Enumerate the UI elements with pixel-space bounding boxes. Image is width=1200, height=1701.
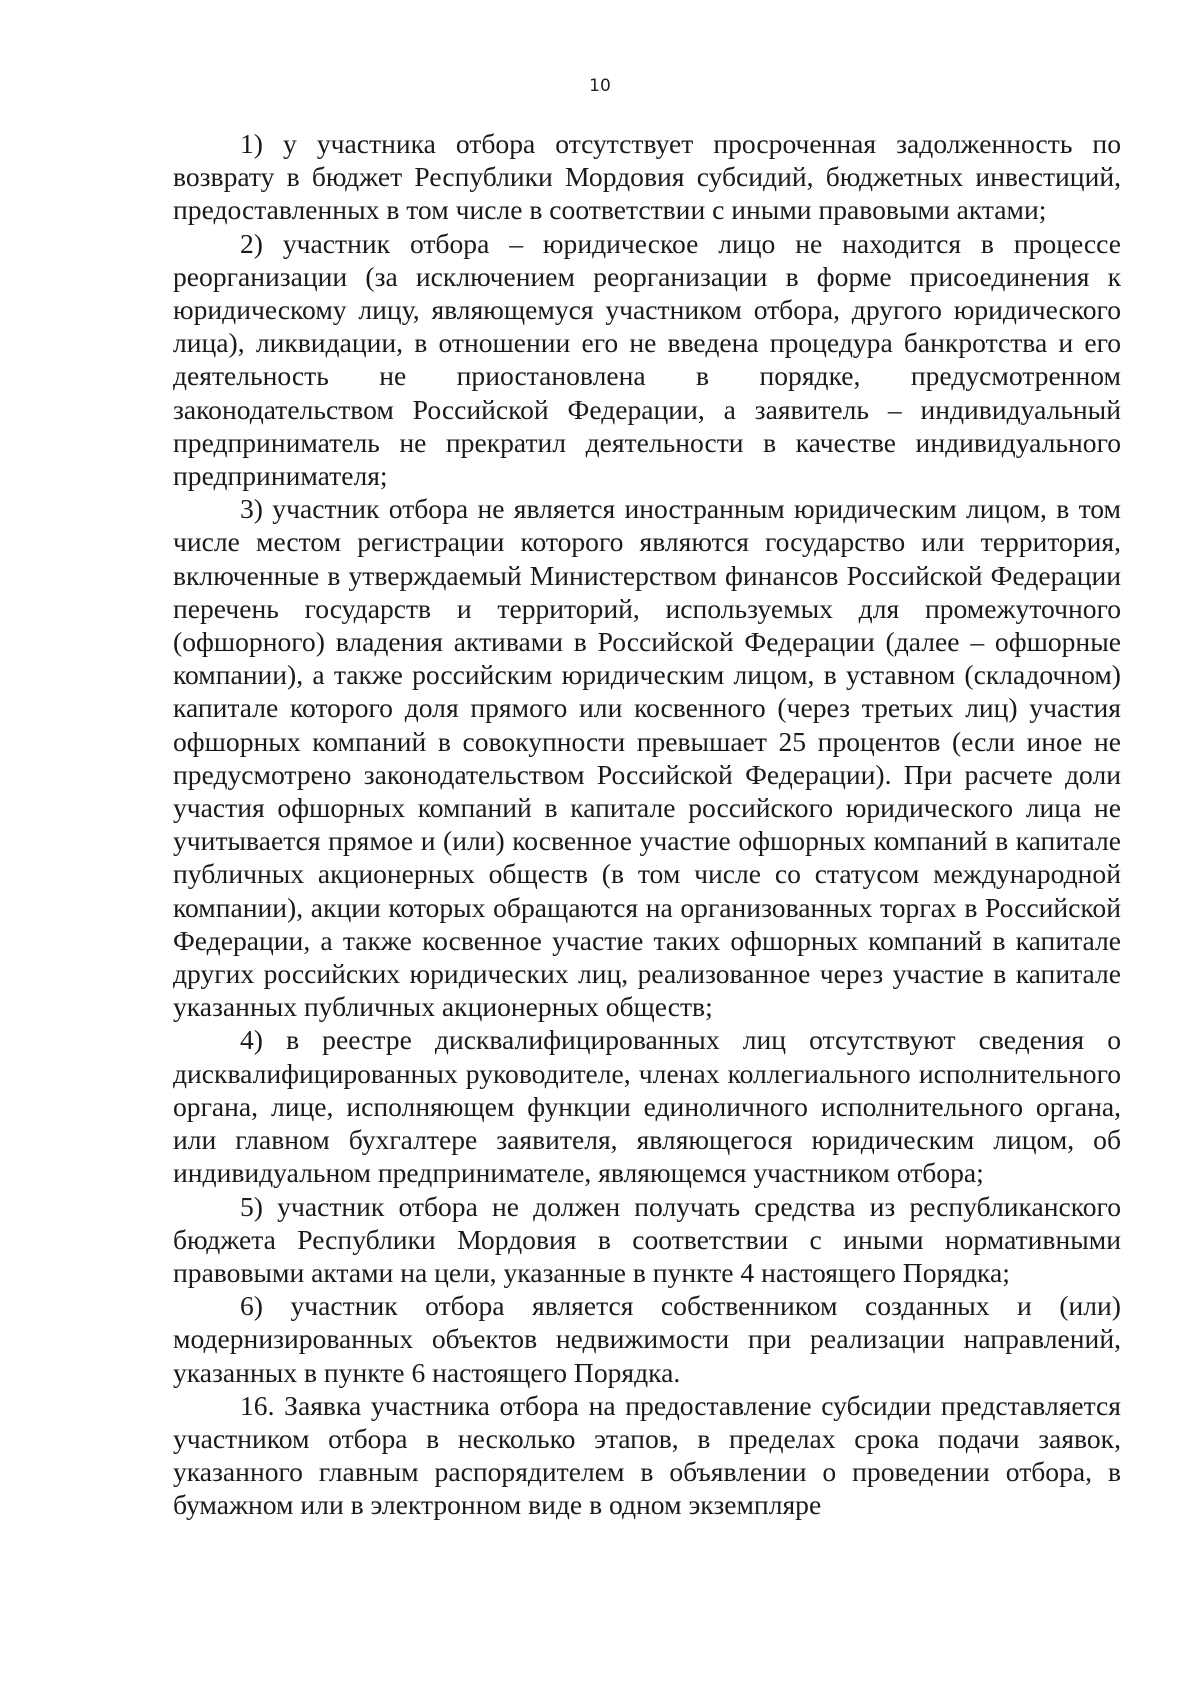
- document-body: [173, 127, 1121, 1522]
- paragraph-item-2: 2) участник отбора – юридическое лицо не находится в процессе реорганизации (за исключением реорганизации в форме присоединения к юридическому лицу, являющемуся участником отбора, другого юридического лица), ликвидации, в отношении его не введена процедура банкротства и его деятельность не приостановлена в порядке, предусмотренном законодательством Российской Федерации, а заявитель – индивидуальный предприниматель не прекратил деятельности в качестве индивидуального предпринимателя;: [173, 227, 1121, 492]
- paragraph-item-3: 3) участник отбора не является иностранным юридическим лицом, в том числе местом регистрации которого являются государство или территория, включенные в утверждаемый Министерством финансов Российской Федерации перечень государств и территорий, используемых для промежуточного (офшорного) владения активами в Российской Федерации (далее – офшорные компании), а также российским юридическим лицом, в уставном (складочном) капитале которого доля прямого или косвенного (через третьих лиц) участия офшорных компаний в совокупности превышает 25 процентов (если иное не предусмотрено законодательством Российской Федерации). При расчете доли участия офшорных компаний в капитале российского юридического лица не учитывается прямое и (или) косвенное участие офшорных компаний в капитале публичных акционерных обществ (в том числе со статусом международной компании), акции которых обращаются на организованных торгах в Российской Федерации, а также косвенное участие таких офшорных компаний в капитале других российских юридических лиц, реализованное через участие в капитале указанных публичных акционерных обществ;: [173, 493, 1121, 1023]
- page-number: 10: [589, 76, 611, 96]
- paragraph-item-4: 4) в реестре дисквалифицированных лиц отсутствуют сведения о дисквалифицированных руководителе, членах коллегиального исполнительного органа, лице, исполняющем функции единоличного исполнительного органа, или главном бухгалтере заявителя, являющегося юридическим лицом, об индивидуальном предпринимателе, являющемся участником отбора;: [173, 1024, 1121, 1189]
- paragraph-item-6: 6) участник отбора является собственником созданных и (или) модернизированных объектов недвижимости при реализации направлений, указанных в пункте 6 настоящего Порядка.: [173, 1290, 1121, 1388]
- paragraph-item-5: 5) участник отбора не должен получать средства из республиканского бюджета Республики Мордовия в соответствии с иными нормативными правовыми актами на цели, указанные в пункте 4 настоящего Порядка;: [173, 1190, 1121, 1288]
- paragraph-item-1: 1) у участника отбора отсутствует просроченная задолженность по возврату в бюджет Республики Мордовия субсидий, бюджетных инвестиций, предоставленных в том числе в соответствии с иными правовыми актами;: [173, 128, 1121, 226]
- paragraph-section-16: 16. Заявка участника отбора на предоставление субсидии представляется участником отбора в несколько этапов, в пределах срока подачи заявок, указанного главным распорядителем в объявлении о проведении отбора, в бумажном или в электронном виде в одном экземпляре: [173, 1389, 1121, 1521]
